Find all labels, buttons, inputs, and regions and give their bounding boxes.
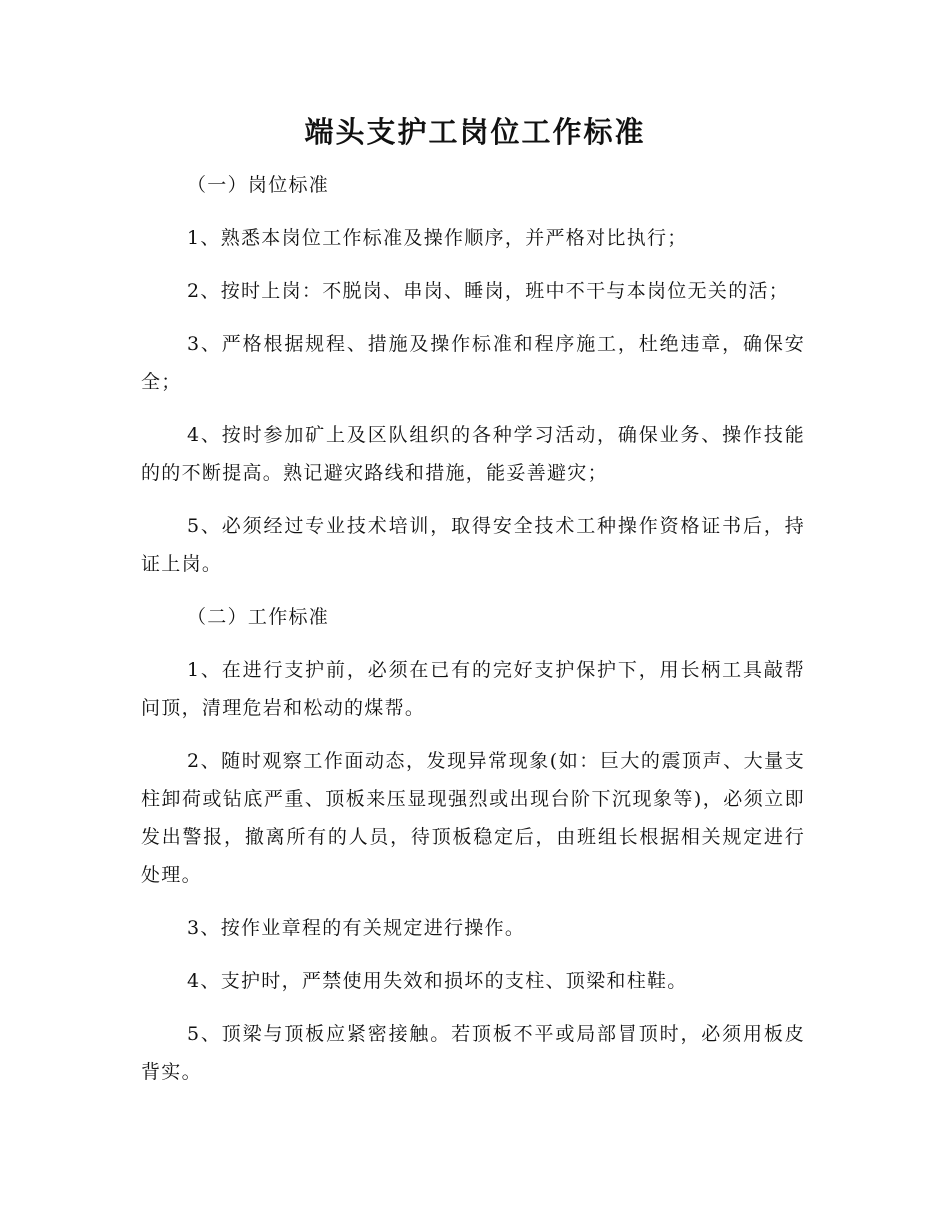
paragraph-post-2: 2、按时上岗：不脱岗、串岗、睡岗，班中不干与本岗位无关的活； — [187, 280, 790, 302]
paragraph-post-4: 4、按时参加矿上及区队组织的各种学习活动，确保业务、操作技能的的不断提高。熟记避灾路线和措施，能妥善避灾； — [141, 424, 805, 484]
section-heading-work-standard: （二）工作标准 — [187, 606, 330, 628]
paragraph-work-1: 1、在进行支护前，必须在已有的完好支护保护下，用长柄工具敲帮问顶，清理危岩和松动的煤帮。 — [141, 659, 805, 719]
paragraph-work-5: 5、顶梁与顶板应紧密接触。若顶板不平或局部冒顶时，必须用板皮背实。 — [141, 1023, 805, 1083]
paragraph-post-5: 5、必须经过专业技术培训，取得安全技术工种操作资格证书后，持证上岗。 — [141, 515, 805, 575]
paragraph-work-4: 4、支护时，严禁使用失效和损坏的支柱、顶梁和柱鞋。 — [187, 970, 688, 992]
paragraph-post-1: 1、熟悉本岗位工作标准及操作顺序，并严格对比执行； — [187, 227, 688, 249]
document-title: 端头支护工岗位工作标准 — [304, 115, 646, 149]
paragraph-work-2: 2、随时观察工作面动态，发现异常现象(如：巨大的震顶声、大量支柱卸荷或钻底严重、顶板来压显现强烈或出现台阶下沉现象等)，必须立即发出警报，撤离所有的人员，待顶板稳定后，由班组长根据相关规定进行处理。 — [141, 750, 805, 886]
document-body — [141, 166, 805, 1106]
paragraph-work-3: 3、按作业章程的有关规定进行操作。 — [187, 917, 526, 939]
paragraph-post-3: 3、严格根据规程、措施及操作标准和程序施工，杜绝违章，确保安全； — [141, 333, 805, 393]
section-heading-post-standard: （一）岗位标准 — [187, 174, 330, 196]
